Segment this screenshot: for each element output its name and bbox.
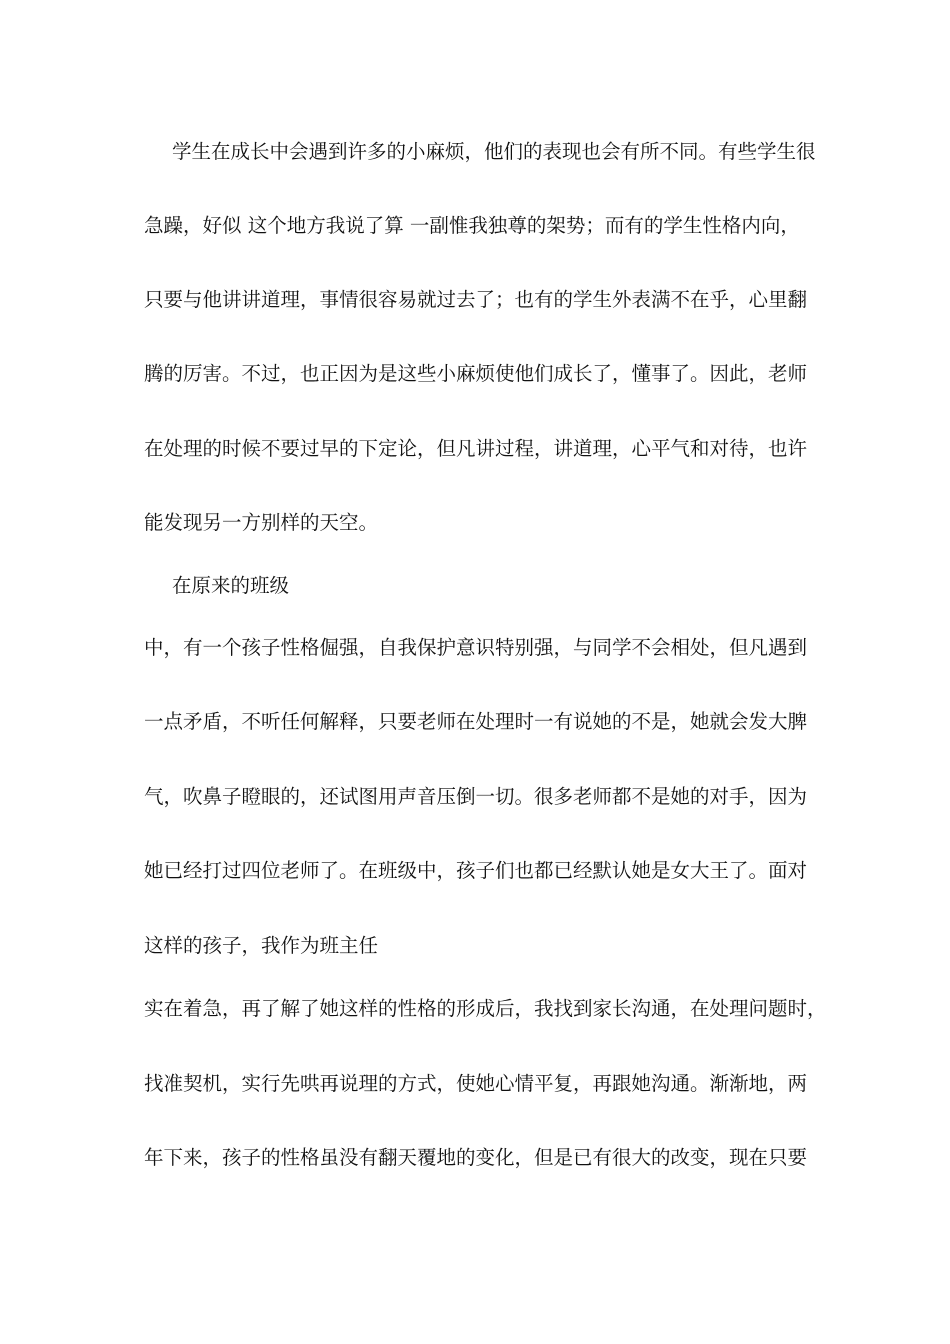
paragraph-2-line-3: 一点矛盾，不听任何解释，只要老师在处理时一有说她的不是，她就会发大脾	[144, 710, 808, 733]
paragraph-2-line-2: 中，有一个孩子性格倔强，自我保护意识特别强，与同学不会相处，但凡遇到	[144, 636, 808, 659]
paragraph-2-line-5: 她已经打过四位老师了。在班级中，孩子们也都已经默认她是女大王了。面对	[144, 859, 808, 882]
paragraph-3-line-3: 年下来，孩子的性格虽没有翻天覆地的变化，但是已有很大的改变，现在只要	[144, 1146, 808, 1169]
paragraph-1-line-2: 急躁，好似 这个地方我说了算 一副惟我独尊的架势；而有的学生性格内向，	[144, 214, 800, 237]
paragraph-1-line-3: 只要与他讲讲道理，事情很容易就过去了；也有的学生外表满不在乎，心里翻	[144, 288, 808, 311]
paragraph-1-line-6: 能发现另一方别样的天空。	[144, 511, 379, 534]
paragraph-1-line-4: 腾的厉害。不过，也正因为是这些小麻烦使他们成长了，懂事了。因此，老师	[144, 362, 808, 385]
paragraph-3-line-1: 实在着急，再了解了她这样的性格的形成后，我找到家长沟通，在处理问题时，	[144, 997, 827, 1020]
paragraph-3-line-2: 找准契机，实行先哄再说理的方式，使她心情平复，再跟她沟通。渐渐地，两	[144, 1072, 808, 1095]
paragraph-1-line-5: 在处理的时候不要过早的下定论，但凡讲过程，讲道理，心平气和对待，也许	[144, 437, 808, 460]
paragraph-2-line-1: 在原来的班级	[172, 574, 290, 597]
paragraph-2-line-6: 这样的孩子，我作为班主任	[144, 934, 379, 957]
paragraph-1-line-1: 学生在成长中会遇到许多的小麻烦，他们的表现也会有所不同。有些学生很	[172, 140, 816, 163]
paragraph-2-line-4: 气，吹鼻子瞪眼的，还试图用声音压倒一切。很多老师都不是她的对手，因为	[144, 785, 808, 808]
